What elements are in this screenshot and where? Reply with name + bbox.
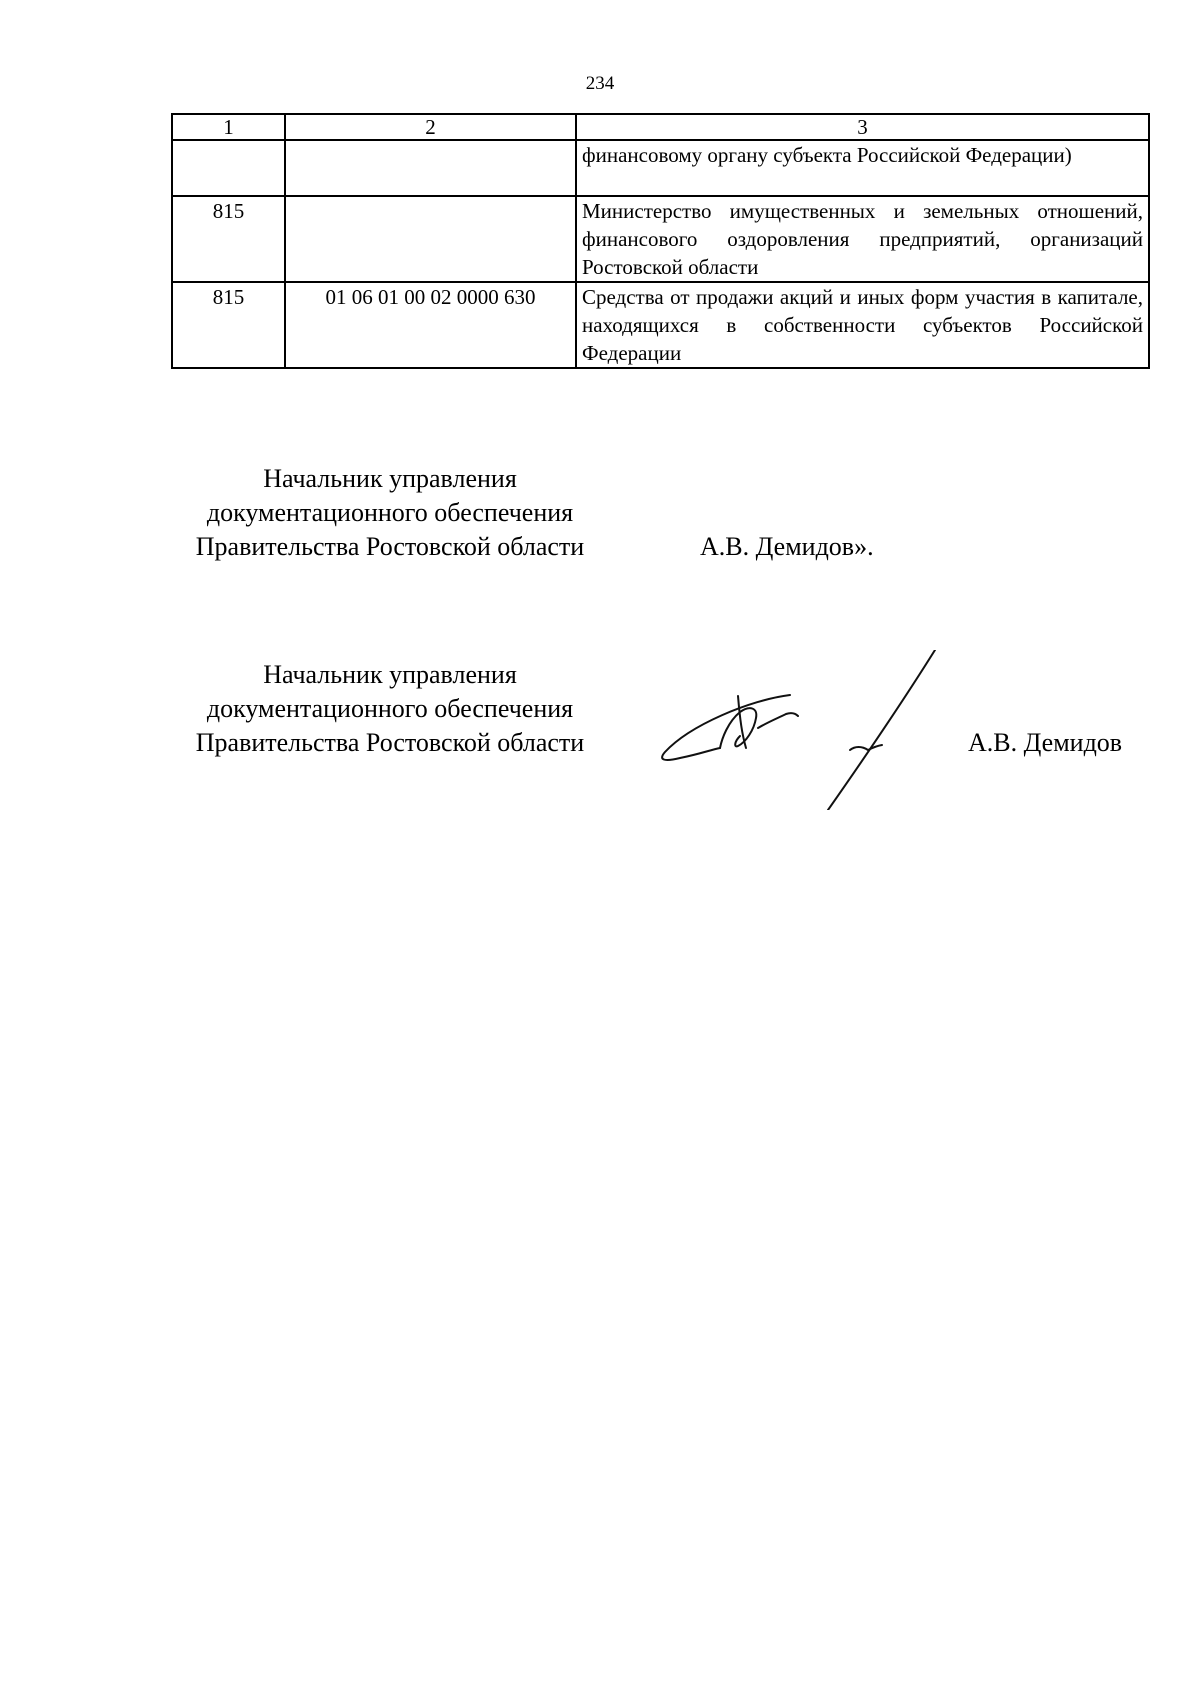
handwritten-signature: [650, 650, 940, 810]
title-line: Правительства Ростовской области: [195, 728, 585, 757]
title-line: Начальник управления: [263, 464, 517, 493]
description-cell: финансовому органу субъекта Российской Федерации): [576, 140, 1149, 196]
title-line: документационного обеспечения: [206, 694, 574, 723]
page-number: 234: [585, 73, 615, 94]
table-row: [172, 140, 1149, 196]
budget-code-cell: 01 06 01 00 02 0000 630: [285, 282, 576, 368]
title-line: Начальник управления: [263, 660, 517, 689]
table-row: [172, 196, 1149, 282]
signatory-name-2: А.В. Демидов: [968, 728, 1123, 757]
description-cell: Министерство имущественных и земельных отношений, финансового оздоровления предприятий, организаций Ростовской области: [576, 196, 1149, 282]
title-line: документационного обеспечения: [206, 498, 574, 527]
budget-codes-table: [171, 113, 1150, 369]
signatory-title-1: [160, 462, 620, 564]
column-header-1: 1: [172, 114, 285, 140]
signatory-name-1: А.В. Демидов».: [700, 532, 874, 561]
budget-code-cell: [285, 196, 576, 282]
table-row: [172, 282, 1149, 368]
admin-code-cell: [172, 140, 285, 196]
admin-code-cell: 815: [172, 282, 285, 368]
description-cell: Средства от продажи акций и иных форм участия в капитале, находящихся в собственности субъектов Российской Федерации: [576, 282, 1149, 368]
admin-code-cell: 815: [172, 196, 285, 282]
title-line: Правительства Ростовской области: [195, 532, 585, 561]
budget-code-cell: [285, 140, 576, 196]
column-header-2: 2: [285, 114, 576, 140]
column-header-3: 3: [576, 114, 1149, 140]
table-header-row: [172, 114, 1149, 140]
signatory-title-2: [160, 658, 620, 760]
